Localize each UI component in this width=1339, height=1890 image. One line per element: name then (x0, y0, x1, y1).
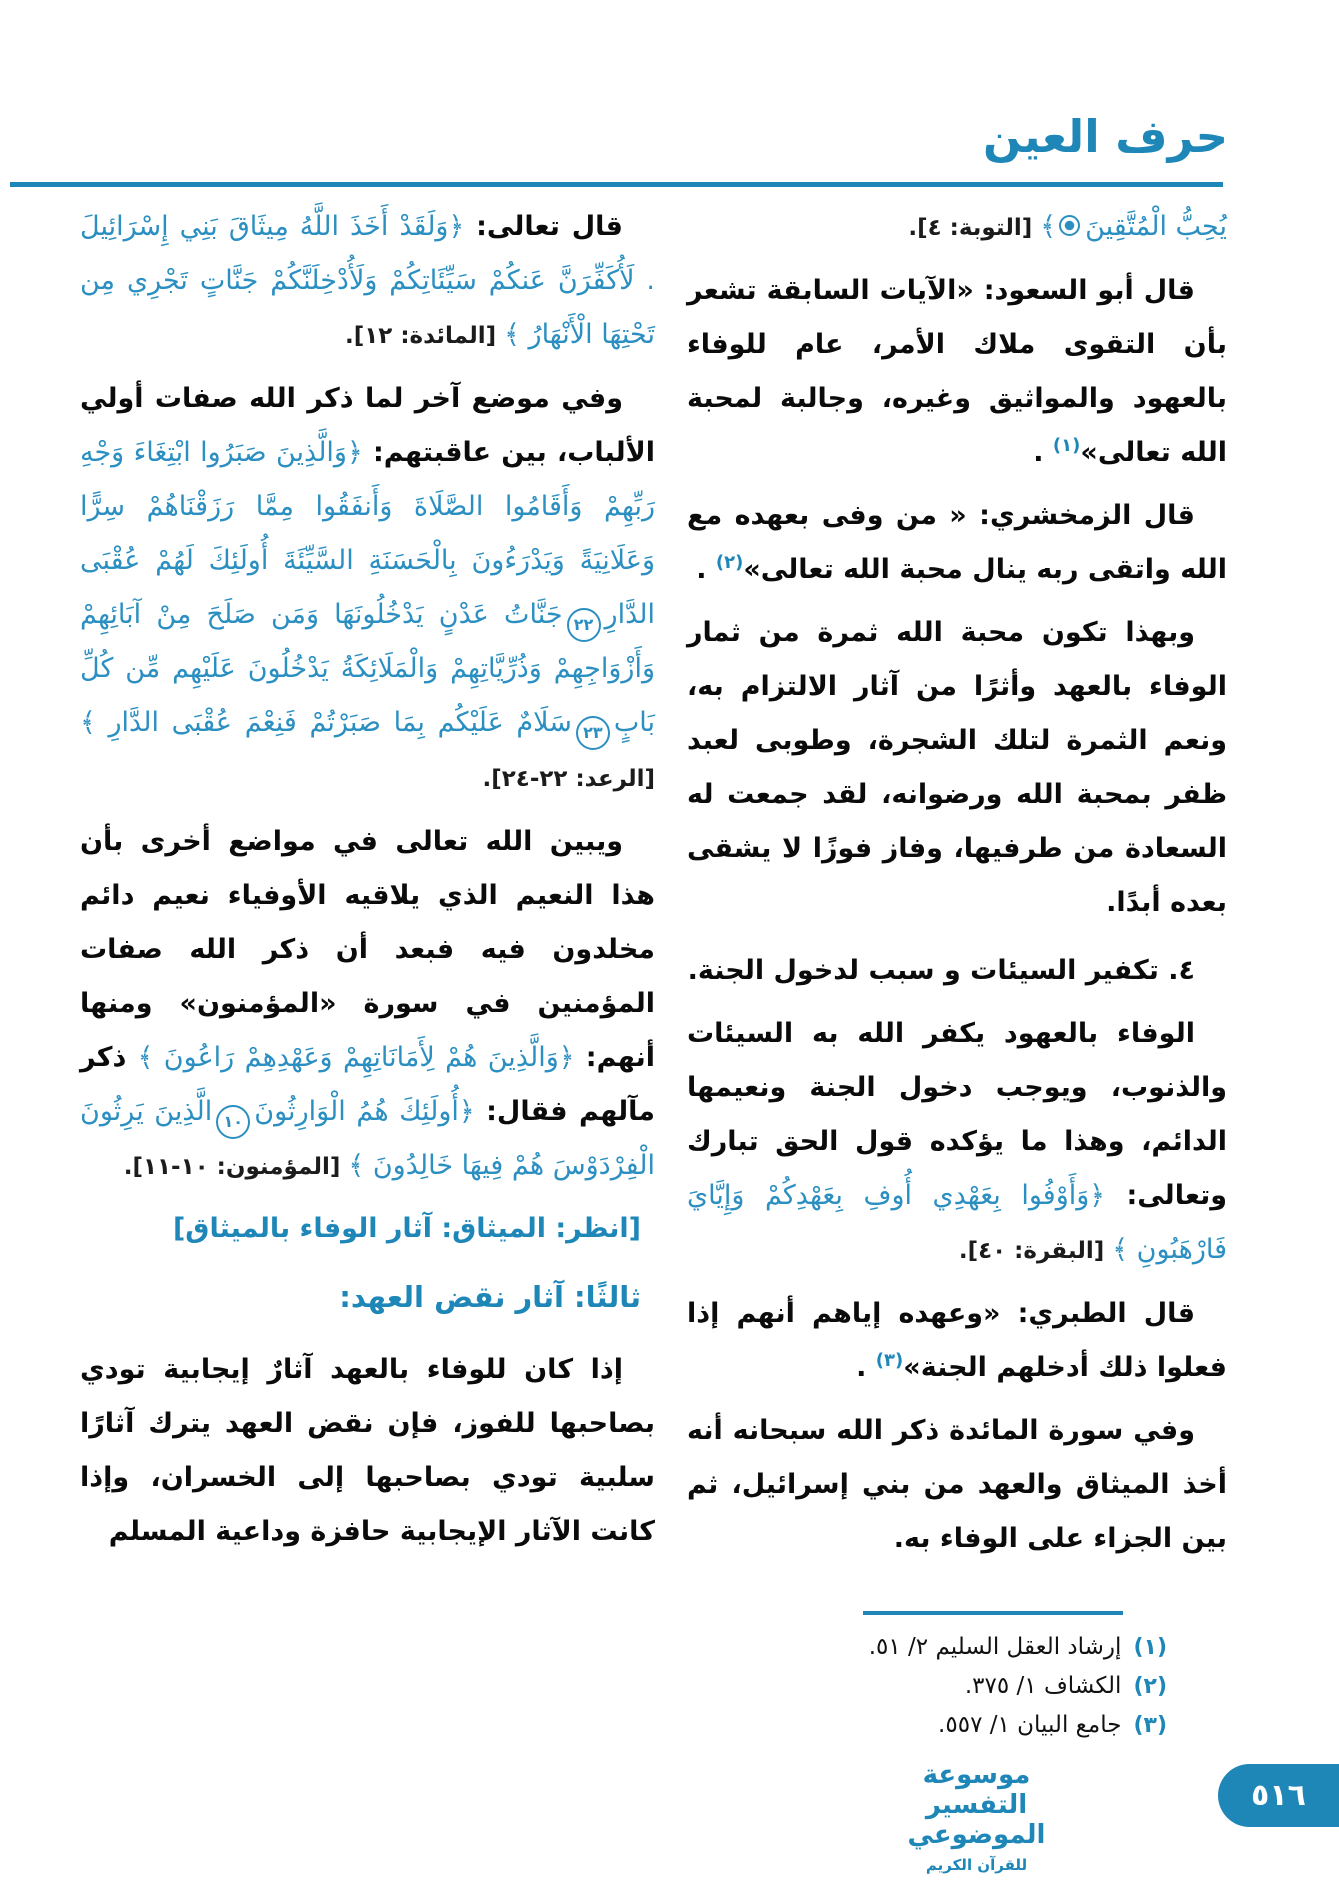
cross-reference-note: [انظر: الميثاق: آثار الوفاء بالميثاق] (172, 1213, 641, 1244)
numbered-subheading-4: ٤. تكفير السيئات و سبب لدخول الجنة. (687, 955, 1195, 986)
section-heading-third: ثالثًا: آثار نقض العهد: (339, 1280, 641, 1314)
quran-verse: ﴿وَأَوْفُوا بِعَهْدِي أُوفِ بِعَهْدِكُمْ وَإِيَّايَ فَارْهَبُونِ ﴾ (687, 1180, 1227, 1265)
paragraph-wabihatha (687, 606, 1227, 930)
quran-verse: الَّذِينَ يَرِثُونَ الْفِرْدَوْسَ هُمْ فِيهَا خَالِدُونَ ﴾ (80, 1096, 655, 1181)
ayah-number-10: ١٠ (216, 1105, 250, 1139)
footnote-row (687, 1706, 1167, 1745)
paragraph-wafa (687, 1007, 1227, 1278)
paragraph-zamakhshari (687, 489, 1227, 597)
logo-subtitle: للقرآن الكريم (925, 1856, 1028, 1874)
paragraph-text: وفي موضع آخر لما ذكر الله صفات أولي الألباب، بين عاقبتهم: (80, 383, 655, 468)
quran-closing-bracket: ﴾ (1040, 211, 1057, 242)
paragraph-period: . (1033, 437, 1053, 468)
paragraph-itha-kana (80, 1343, 655, 1559)
chapter-heading: حرف العين (983, 110, 1228, 163)
quran-verse: سَلَامٌ عَلَيْكُم بِمَا صَبَرْتُمْ فَنِعْمَ عُقْبَى الدَّارِ ﴾ (80, 707, 572, 738)
footnote-text: جامع البيان ١/ ٥٥٧. (938, 1712, 1122, 1738)
paragraph-yubayyin (80, 815, 655, 1194)
ayah-number-22: ٢٢ (567, 608, 601, 642)
footnote-text: إرشاد العقل السليم ٢/ ٥١. (868, 1634, 1122, 1660)
footnote-number: (١) (1133, 1635, 1167, 1660)
paragraph-period: . (856, 1352, 876, 1383)
encyclopedia-logo (869, 1760, 1084, 1875)
paragraph-text: الوفاء بالعهود يكفر الله به السيئات والذنوب، ويوجب دخول الجنة ونعيمها الدائم، وهذا ما يؤكده قول الحق تبارك وتعالى: (687, 1018, 1227, 1211)
page-number-badge (1218, 1764, 1339, 1827)
paragraph-text: ذكر مآلهم فقال: (80, 1042, 656, 1127)
footnote-marker-1: (١) (1052, 435, 1081, 456)
paragraph-abu-saud (687, 264, 1227, 480)
paragraph-maeda (687, 1404, 1227, 1566)
quran-verse: ﴿أُولَئِكَ هُمُ الْوَارِثُونَ (254, 1096, 475, 1127)
quran-verse: جَنَّاتُ عَدْنٍ يَدْخُلُونَهَا وَمَن صَلَحَ مِنْ آبَائِهِمْ وَأَزْوَاجِهِمْ وَذُرِّيَّاتِهِمْ وَالْمَلَائِكَةُ يَدْخُلُونَ عَلَيْهِم مِّن كُلِّ بَابٍ (80, 599, 655, 738)
paragraph-text: ويبين الله تعالى في مواضع أخرى بأن هذا النعيم الذي يلاقيه الأوفياء نعيم دائم مخلدون فيه فبعد أن ذكر الله صفات المؤمنين في سورة «المؤمنون» ومنها أنهم: (80, 826, 655, 1073)
paragraph-text: قال الزمخشري: « من وفى بعهده مع الله واتقى ربه ينال محبة الله تعالى» (687, 500, 1227, 585)
column-right (687, 200, 1227, 1575)
ayah-number-23: ٢٣ (576, 716, 610, 750)
paragraph-mawdi-akhar (80, 372, 655, 806)
footnote-marker-2: (٢) (715, 552, 744, 573)
verse-fragment-line (687, 200, 1227, 255)
quran-verse: ﴿وَلَقَدْ أَخَذَ اللَّهُ مِيثَاقَ بَنِي إِسْرَائِيلَ . لَأُكَفِّرَنَّ عَنكُمْ سَيِّئَاتِكُمْ وَلَأُدْخِلَنَّكُمْ جَنَّاتٍ تَجْرِي مِن تَحْتِهَا الْأَنْهَارُ ﴾ (80, 211, 655, 350)
paragraph-text: إذا كان للوفاء بالعهد آثارٌ إيجابية تودي بصاحبها للفوز، فإن نقض العهد يترك آثارًا سلبية تودي بصاحبها إلى الخسران، وإذا كانت الآثار الإيجابية حافزة وداعية المسلم (80, 1354, 655, 1547)
ayah-end-rosette-icon (1059, 215, 1080, 236)
paragraph-text: وفي سورة المائدة ذكر الله سبحانه أنه أخذ الميثاق والعهد من بني إسرائيل، ثم بين الجزاء على الوفاء به. (687, 1415, 1227, 1554)
verse-reference: [الرعد: ٢٢-٢٤]. (482, 766, 655, 792)
paragraph-text: قال أبو السعود: «الآيات السابقة تشعر بأن التقوى ملاك الأمر، عام للوفاء بالعهود والمواثيق وغيره، وجالبة لمحبة الله تعالى» (687, 275, 1227, 468)
paragraph-text: قال الطبري: «وعهده إياهم أنهم إذا فعلوا ذلك أدخلهم الجنة» (687, 1298, 1227, 1383)
paragraph-text: وبهذا تكون محبة الله ثمرة من ثمار الوفاء بالعهد وأثرًا من آثار الالتزام به، ونعم الثمرة لتلك الشجرة، وطوبى لعبد ظفر بمحبة الله ورضوانه، لقد جمعت له السعادة من طرفيها، وفاز فوزًا لا يشقى بعده أبدًا. (687, 617, 1227, 918)
page-number: ٥١٦ (1251, 1778, 1306, 1813)
paragraph-tabari (687, 1287, 1227, 1395)
verse-reference: [التوبة: ٤]. (908, 215, 1041, 241)
footnote-row (687, 1667, 1167, 1706)
footnote-row (687, 1628, 1167, 1667)
quran-verse-fragment: يُحِبُّ الْمُتَّقِينَ (1085, 211, 1227, 242)
footnote-marker-3: (٣) (875, 1350, 904, 1371)
verse-reference: [المؤمنون: ١٠-١١]. (123, 1154, 349, 1180)
verse-reference: [البقرة: ٤٠]. (958, 1238, 1113, 1264)
footnotes-block (687, 1628, 1167, 1745)
footnote-text: الكشاف ١/ ٣٧٥. (964, 1673, 1122, 1699)
verse-reference: [المائدة: ١٢]. (344, 323, 505, 349)
footnote-number: (٢) (1133, 1674, 1167, 1699)
paragraph-period: . (696, 554, 716, 585)
paragraph-qala-taala (80, 200, 655, 363)
header-rule (10, 182, 1223, 187)
column-left (80, 200, 655, 1568)
quran-verse: ﴿وَالَّذِينَ هُمْ لِأَمَانَاتِهِمْ وَعَهْدِهِمْ رَاعُونَ ﴾ (137, 1042, 575, 1073)
paragraph-text: قال تعالى: (464, 211, 623, 242)
logo-title: موسوعة التفسير الموضوعي (907, 1760, 1046, 1850)
footnote-separator-rule (863, 1611, 1123, 1615)
quran-verse: ﴿وَالَّذِينَ صَبَرُوا ابْتِغَاءَ وَجْهِ رَبِّهِمْ وَأَقَامُوا الصَّلَاةَ وَأَنفَقُوا مِمَّا رَزَقْنَاهُمْ سِرًّا وَعَلَانِيَةً وَيَدْرَءُونَ بِالْحَسَنَةِ السَّيِّئَةَ أُولَئِكَ لَهُمْ عُقْبَى الدَّارِ (80, 437, 655, 630)
footnote-number: (٣) (1133, 1713, 1167, 1738)
